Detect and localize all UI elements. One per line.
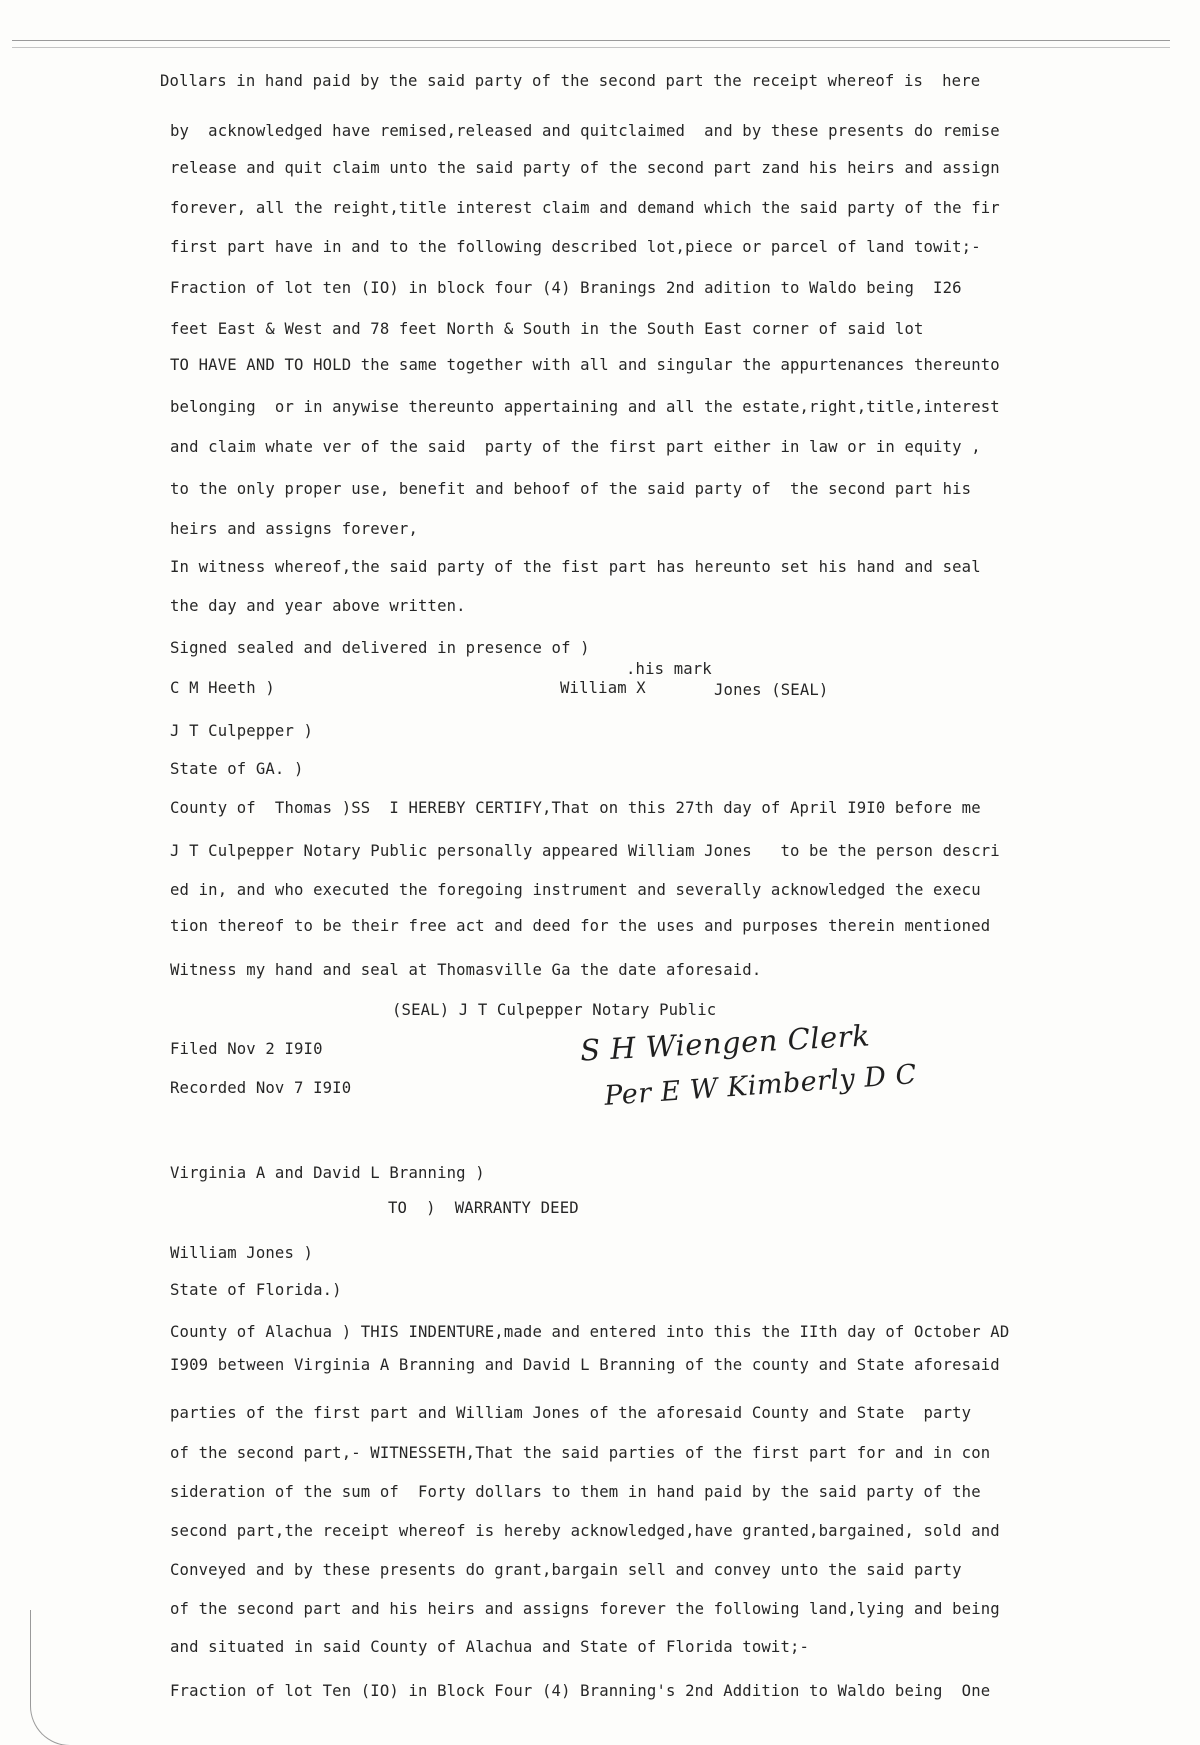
text-line: forever, all the reight,title interest claim and demand which the said party of the fir <box>170 199 1000 217</box>
text-line: ed in, and who executed the foregoing instrument and severally acknowledged the execu <box>170 881 981 899</box>
his-mark-note: .his mark <box>626 660 712 678</box>
clerk-signature: S H Wiengen Clerk <box>579 1018 871 1068</box>
text-line: Witness my hand and seal at Thomasville Ga the date aforesaid. <box>170 961 762 979</box>
state-line: State of GA. ) <box>170 760 304 778</box>
text-line: Signed sealed and delivered in presence of ) <box>170 639 590 657</box>
filed-date: Filed Nov 2 I9I0 <box>170 1040 323 1058</box>
witness-name: J T Culpepper ) <box>170 722 314 740</box>
text-line: feet East & West and 78 feet North & South in the South East corner of said lot <box>170 320 924 338</box>
text-line: tion thereof to be their free act and deed for the uses and purposes therein mentioned <box>170 917 991 935</box>
text-line: parties of the first part and William Jones of the aforesaid County and State party <box>170 1404 972 1422</box>
text-line: In witness whereof,the said party of the fist part has hereunto set his hand and seal <box>170 558 981 576</box>
top-rule <box>12 40 1170 41</box>
text-line: J T Culpepper Notary Public personally appeared William Jones to be the person descri <box>170 842 1000 860</box>
text-line: County of Alachua ) THIS INDENTURE,made and entered into this the IIth day of October AD <box>170 1323 1010 1341</box>
text-line: Fraction of lot ten (IO) in block four (4) Branings 2nd adition to Waldo being I26 <box>170 279 962 297</box>
text-line: County of Thomas )SS I HEREBY CERTIFY,That on this 27th day of April I9I0 before me <box>170 799 981 817</box>
text-line: Fraction of lot Ten (IO) in Block Four (4) Branning's 2nd Addition to Waldo being One <box>170 1682 991 1700</box>
text-line: of the second part and his heirs and assigns forever the following land,lying and being <box>170 1600 1000 1618</box>
text-line: to the only proper use, benefit and behoof of the said party of the second part his <box>170 480 972 498</box>
text-line: and situated in said County of Alachua and State of Florida towit;- <box>170 1638 810 1656</box>
page-curl-edge <box>30 1610 71 1745</box>
text-line: first part have in and to the following described lot,piece or parcel of land towit;- <box>170 238 981 256</box>
text-line: release and quit claim unto the said party of the second part zand his heirs and assign <box>170 159 1000 177</box>
text-line: TO HAVE AND TO HOLD the same together with all and singular the appurtenances thereunto <box>170 356 1000 374</box>
text-line: heirs and assigns forever, <box>170 520 418 538</box>
signer-seal: Jones (SEAL) <box>714 681 829 699</box>
deputy-clerk-signature: Per E W Kimberly D C <box>603 1059 918 1112</box>
witness-name: C M Heeth ) <box>170 679 275 697</box>
text-line: and claim whate ver of the said party of the first part either in law or in equity , <box>170 438 981 456</box>
deed-type: TO ) WARRANTY DEED <box>388 1199 579 1217</box>
text-line: Dollars in hand paid by the said party of the second part the receipt whereof is here <box>160 72 981 90</box>
text-line: sideration of the sum of Forty dollars to them in hand paid by the said party of the <box>170 1483 981 1501</box>
signer-name: William X <box>560 679 646 697</box>
text-line: of the second part,- WITNESSETH,That the said parties of the first part for and in con <box>170 1444 991 1462</box>
text-line: I909 between Virginia A Branning and David L Branning of the county and State aforesaid <box>170 1356 1000 1374</box>
text-line: belonging or in anywise thereunto appertaining and all the estate,right,title,interest <box>170 398 1000 416</box>
recorded-date: Recorded Nov 7 I9I0 <box>170 1079 352 1097</box>
grantee-name: William Jones ) <box>170 1244 314 1262</box>
text-line: by acknowledged have remised,released and quitclaimed and by these presents do remise <box>170 122 1000 140</box>
top-rule-secondary <box>12 47 1170 48</box>
text-line: the day and year above written. <box>170 597 466 615</box>
notary-seal-line: (SEAL) J T Culpepper Notary Public <box>392 1001 717 1019</box>
state-line: State of Florida.) <box>170 1281 342 1299</box>
grantor-names: Virginia A and David L Branning ) <box>170 1164 485 1182</box>
text-line: second part,the receipt whereof is hereby acknowledged,have granted,bargained, sold and <box>170 1522 1000 1540</box>
text-line: Conveyed and by these presents do grant,bargain sell and convey unto the said party <box>170 1561 962 1579</box>
